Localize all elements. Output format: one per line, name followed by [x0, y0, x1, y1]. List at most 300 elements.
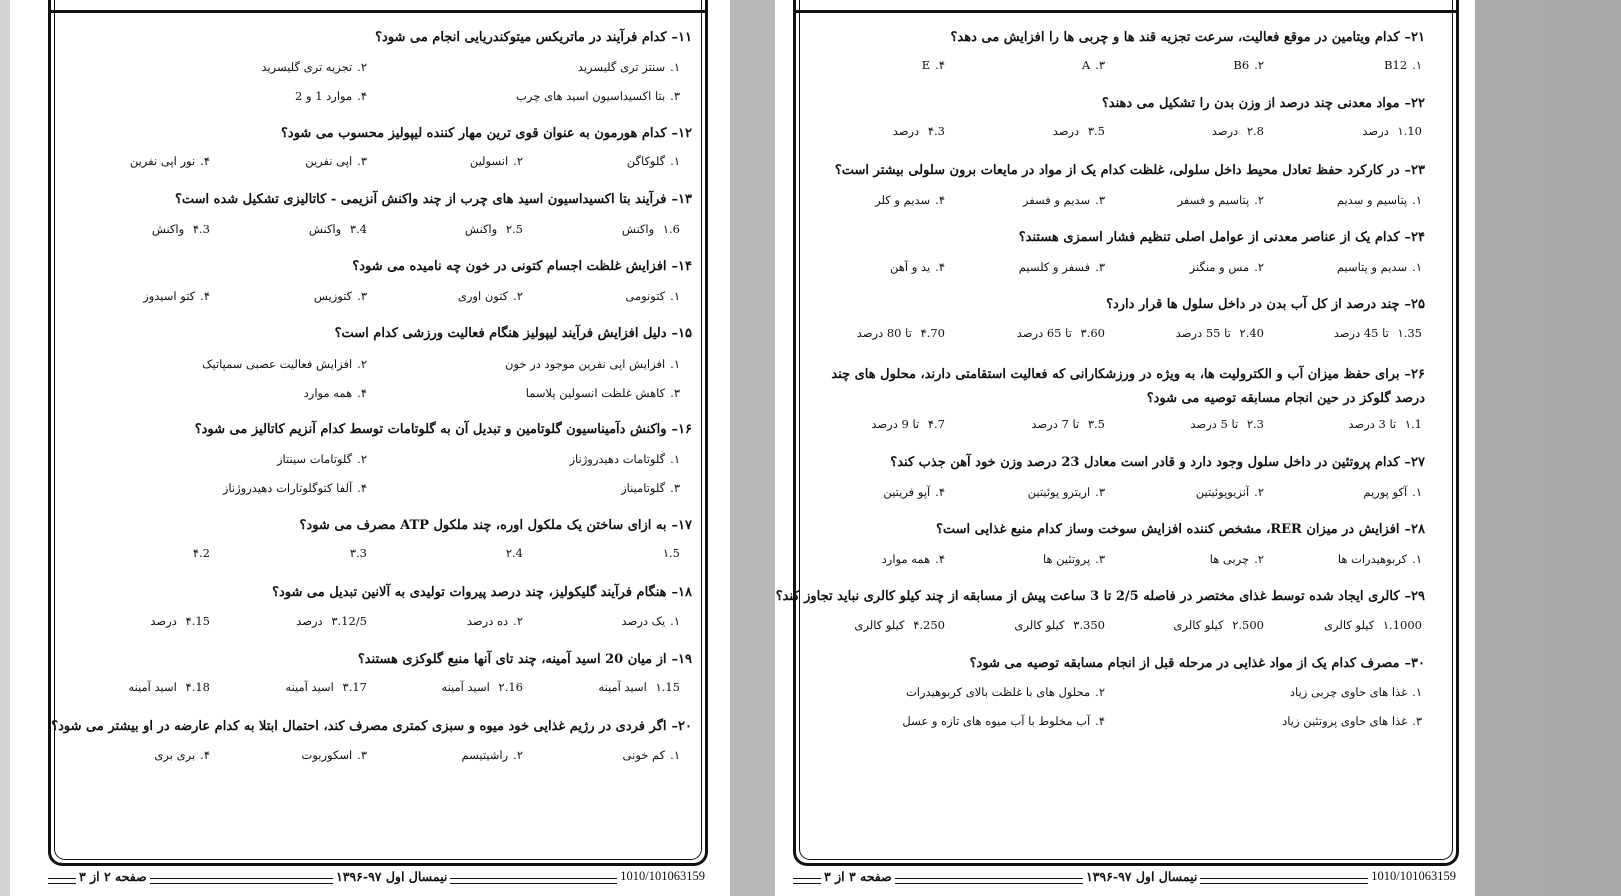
question-8 — [936, 522, 1425, 537]
option-number: ۴. — [192, 546, 203, 560]
question-number: ۲۲– — [1404, 96, 1425, 111]
answer-option[interactable] — [922, 58, 945, 72]
question-1 — [950, 30, 1425, 45]
answer-option[interactable] — [1290, 685, 1422, 699]
question-number: ۱۸– — [671, 585, 692, 600]
option-text: کتون اوری — [457, 289, 509, 303]
option-number: ۴. — [185, 614, 196, 628]
option-number: ۴. — [192, 222, 203, 236]
option-number: ۴. — [1095, 714, 1105, 728]
option-text: 7 تا 9 درصد — [871, 417, 945, 431]
option-text: کربوهیدرات ها — [1337, 552, 1408, 566]
option-number: ۴. — [935, 193, 945, 207]
answer-option[interactable] — [152, 222, 210, 236]
option-number: ۲. — [1254, 485, 1264, 499]
option-number: ۱. — [662, 546, 673, 560]
option-number: ۴. — [357, 89, 367, 103]
viewer-left-gutter — [0, 0, 10, 896]
question-text: واکنش دآمیناسیون گلوتامین و تبدیل آن به گلوتامات توسط کدام آنزیم کاتالیز می شود؟ — [194, 422, 667, 437]
question-number: ۱۵– — [671, 326, 692, 341]
question-3 — [175, 192, 692, 207]
option-text: 5 — [672, 546, 680, 560]
answer-option[interactable] — [501, 546, 523, 560]
question-9 — [358, 652, 692, 667]
option-number: ۴. — [935, 260, 945, 274]
answer-option[interactable] — [1210, 552, 1264, 566]
option-text: گلوکاگن — [626, 154, 666, 168]
option-number: ۱. — [1412, 260, 1422, 274]
option-text: آلفا کتوگلوتارات دهیدروژناز — [222, 481, 353, 495]
option-text: نور اپی نفرین — [129, 154, 196, 168]
page-number: صفحه ۳ از ۳ — [821, 869, 895, 884]
question-5 — [1106, 297, 1425, 312]
option-text: گلوتامات سینتاز — [276, 452, 353, 466]
answer-option[interactable] — [130, 154, 210, 168]
option-text: 3 تا 5 درصد — [1190, 417, 1264, 431]
answer-option[interactable] — [1348, 417, 1422, 431]
question-text: کالری ایجاد شده توسط غذای مختصر در فاصله 2/5 تا 3 ساعت پیش از مسابقه از چند کیلو کالری نباید تجاوز کند؟ — [775, 589, 1400, 604]
answer-option[interactable] — [1337, 193, 1422, 207]
option-number: ۳. — [342, 680, 353, 694]
question-text: چند درصد از کل آب بدن در داخل سلول ها قرار دارد؟ — [1106, 297, 1400, 312]
option-number: ۲. — [513, 154, 523, 168]
answer-option[interactable] — [314, 289, 367, 303]
option-text: بتا اکسیداسیون اسید های چرب — [516, 89, 666, 103]
option-text: افزایش فعالیت عصبی سمپاتیک — [202, 357, 353, 371]
answer-option[interactable] — [304, 386, 367, 400]
answer-option[interactable] — [188, 546, 210, 560]
answer-option[interactable] — [1324, 618, 1422, 632]
option-text: کتوزیس — [313, 289, 353, 303]
answer-option[interactable] — [143, 289, 210, 303]
option-text: B6 — [1233, 58, 1250, 72]
answer-option[interactable] — [261, 60, 367, 74]
option-number: ۴. — [913, 618, 924, 632]
option-number: ۱. — [655, 680, 666, 694]
option-text: سدیم و پتاسیم — [1336, 260, 1408, 274]
answer-option[interactable] — [621, 481, 680, 495]
answer-option[interactable] — [305, 154, 367, 168]
answer-option[interactable] — [893, 124, 945, 138]
answer-option[interactable] — [627, 154, 680, 168]
answer-option[interactable] — [295, 89, 367, 103]
option-text: بری بری — [154, 748, 196, 762]
option-text: 10 درصد — [1362, 124, 1422, 138]
answer-option[interactable] — [1173, 618, 1264, 632]
term-label: نیمسال اول ۹۷-۱۳۹۶ — [1083, 869, 1200, 884]
answer-option[interactable] — [622, 614, 680, 628]
option-number: ۳. — [670, 386, 680, 400]
answer-option[interactable] — [154, 748, 210, 762]
question-number: ۱۶– — [671, 422, 692, 437]
answer-option[interactable] — [1017, 326, 1105, 340]
option-text: کتونومی — [625, 289, 666, 303]
option-number: ۲. — [1246, 417, 1257, 431]
option-number: ۲. — [357, 357, 367, 371]
question-6 — [815, 363, 1425, 411]
answer-option[interactable] — [1338, 552, 1422, 566]
option-text: 3 — [359, 546, 367, 560]
answer-option[interactable] — [622, 222, 680, 236]
option-number: ۴. — [935, 552, 945, 566]
option-number: ۳. — [1095, 552, 1105, 566]
option-number: ۴. — [357, 386, 367, 400]
option-text: سدیم و فسفر — [1022, 193, 1091, 207]
option-number: ۴. — [927, 124, 938, 138]
question-text: برای حفظ میزان آب و الکترولیت ها، به ویژه در ورزشکارانی که فعالیت استقامتی دارند، محلول های چند درصد گلوکز در حین انجام مسابقه توصیه می شود؟ — [831, 367, 1425, 406]
option-number: ۱. — [1382, 618, 1393, 632]
answer-option[interactable] — [1362, 124, 1422, 138]
answer-option[interactable] — [1082, 58, 1105, 72]
answer-option[interactable] — [902, 714, 1105, 728]
option-number: ۲. — [1254, 58, 1264, 72]
question-2 — [281, 126, 692, 141]
answer-option[interactable] — [1334, 326, 1422, 340]
option-number: ۱. — [670, 357, 680, 371]
option-number: ۱. — [1412, 685, 1422, 699]
question-number: ۲۴– — [1404, 230, 1425, 245]
option-number: ۲. — [513, 614, 523, 628]
option-number: ۳. — [1080, 326, 1091, 340]
option-number: ۱. — [1397, 124, 1408, 138]
question-number: ۲۷– — [1404, 455, 1425, 470]
option-number: ۲. — [1254, 552, 1264, 566]
option-number: ۲. — [357, 452, 367, 466]
question-2 — [1102, 96, 1425, 111]
option-text: پتاسیم و سدیم — [1336, 193, 1408, 207]
option-text: غذا های حاوی پروتئین زیاد — [1282, 714, 1408, 728]
question-number: ۱۳– — [671, 192, 692, 207]
option-text: 3 درصد — [892, 124, 945, 138]
answer-option[interactable] — [625, 289, 680, 303]
option-text: انسولین — [469, 154, 509, 168]
page-number: صفحه ۲ از ۳ — [76, 869, 150, 884]
answer-option[interactable] — [309, 222, 367, 236]
option-text: مس و منگنز — [1189, 260, 1250, 274]
answer-option[interactable] — [1384, 58, 1422, 72]
option-text: 5 واکنش — [464, 222, 523, 236]
answer-option[interactable] — [505, 357, 680, 371]
question-9 — [776, 589, 1425, 604]
answer-option[interactable] — [890, 260, 945, 274]
question-4 — [1019, 230, 1425, 245]
option-text: یک درصد — [621, 614, 666, 628]
question-text: دلیل افزایش فرآیند لیپولیز هنگام فعالیت ورزشی کدام است؟ — [334, 326, 667, 341]
question-number: ۲۸– — [1404, 522, 1425, 537]
question-number: ۲۵– — [1404, 297, 1425, 312]
option-number: ۳. — [1095, 193, 1105, 207]
answer-option[interactable] — [578, 60, 680, 74]
option-number: ۳. — [1095, 485, 1105, 499]
option-number: ۲. — [1254, 260, 1264, 274]
question-text: کدام هورمون به عنوان قوی ترین مهار کننده لیپولیز محسوب می شود؟ — [281, 126, 667, 141]
option-number: ۲. — [513, 289, 523, 303]
option-text: آپو فریتین — [883, 485, 931, 499]
answer-option[interactable] — [1337, 260, 1422, 274]
question-number: ۱۱– — [671, 30, 692, 45]
answer-option[interactable] — [1282, 714, 1422, 728]
option-text: سدیم و کلر — [875, 193, 931, 207]
question-text: هنگام فرآیند گلیکولیز، چند درصد پیروات تولیدی به آلانین تبدیل می شود؟ — [272, 585, 667, 600]
answer-option[interactable] — [1031, 417, 1105, 431]
option-text: 250 کیلو کالری — [854, 618, 945, 632]
question-7 — [300, 518, 692, 533]
question-text: کدام یک از عناصر معدنی از عوامل اصلی تنظیم فشار اسمزی هستند؟ — [1018, 230, 1400, 245]
answer-option[interactable] — [1014, 618, 1105, 632]
option-number: ۱. — [1412, 552, 1422, 566]
answer-option[interactable] — [857, 326, 945, 340]
answer-option[interactable] — [128, 680, 210, 694]
answer-option[interactable] — [598, 680, 680, 694]
answer-option[interactable] — [302, 748, 368, 762]
option-text: 3 واکنش — [151, 222, 210, 236]
course-code: 1010/101063159 — [1368, 869, 1459, 884]
answer-option[interactable] — [458, 289, 523, 303]
answer-option[interactable] — [854, 618, 945, 632]
option-text: راشیتیسم — [461, 748, 509, 762]
option-text: همه موارد — [303, 386, 353, 400]
question-text: کدام فرآیند در ماتریکس میتوکندریایی انجام می شود؟ — [375, 30, 667, 45]
answer-option[interactable] — [1023, 193, 1105, 207]
option-text: 350 کیلو کالری — [1014, 618, 1105, 632]
answer-option[interactable] — [1233, 58, 1264, 72]
option-text: 35 تا 45 درصد — [1333, 326, 1422, 340]
option-text: اسکوربوت — [301, 748, 353, 762]
option-text: کاهش غلظت انسولین پلاسما — [525, 386, 666, 400]
answer-option[interactable] — [526, 386, 680, 400]
page-footer — [793, 869, 1459, 889]
course-code: 1010/101063159 — [617, 869, 708, 884]
option-text: 70 تا 80 درصد — [856, 326, 945, 340]
option-text: 17 اسید آمینه — [285, 680, 367, 694]
answer-option[interactable] — [150, 614, 210, 628]
question-6 — [195, 422, 692, 437]
option-text: 15 درصد — [150, 614, 210, 628]
option-number: ۱. — [662, 222, 673, 236]
answer-option[interactable] — [461, 748, 523, 762]
answer-option[interactable] — [1190, 417, 1264, 431]
option-number: ۲. — [498, 680, 509, 694]
exam-page-2[interactable] — [10, 0, 730, 896]
option-number: ۴. — [357, 481, 367, 495]
option-number: ۱. — [1404, 417, 1415, 431]
question-3 — [835, 163, 1425, 178]
question-7 — [890, 455, 1425, 470]
answer-option[interactable] — [202, 357, 367, 371]
question-text: مواد معدنی چند درصد از وزن بدن را تشکیل می دهند؟ — [1101, 96, 1400, 111]
question-text: اگر فردی در رژیم غذایی خود میوه و سبزی کمتری مصرف کند، احتمال ابتلا به کدام عارضه در او بیشتر می شود؟ — [51, 719, 667, 734]
option-text: فسفر و کلسیم — [1018, 260, 1091, 274]
answer-option[interactable] — [465, 222, 523, 236]
option-number: ۳. — [1087, 124, 1098, 138]
option-number: ۳. — [1073, 618, 1084, 632]
option-text: محلول های با غلظت بالای کربوهیدرات — [905, 685, 1091, 699]
option-text: اریترو پوئیتین — [1027, 485, 1091, 499]
answer-option[interactable] — [285, 680, 367, 694]
option-number: ۲. — [505, 222, 516, 236]
option-text: 4 — [515, 546, 523, 560]
option-number: ۴. — [200, 289, 210, 303]
option-text: کم خونی — [622, 748, 666, 762]
answer-option[interactable] — [1363, 485, 1422, 499]
option-number: ۱. — [670, 289, 680, 303]
option-number: ۲. — [1232, 618, 1243, 632]
question-number: ۲۹– — [1404, 589, 1425, 604]
option-number: ۳. — [349, 546, 360, 560]
option-text: 5 تا 7 درصد — [1031, 417, 1105, 431]
question-number: ۱۹– — [671, 652, 692, 667]
option-text: آب مخلوط با آب میوه های تازه و عسل — [902, 714, 1091, 728]
viewer-right-gutter — [1545, 0, 1621, 896]
option-text: B12 — [1384, 58, 1408, 72]
option-number: ۱. — [1412, 193, 1422, 207]
question-number: ۲۶– — [1404, 367, 1425, 382]
option-number: ۱. — [1412, 485, 1422, 499]
answer-option[interactable] — [569, 452, 680, 466]
option-text: غذا های حاوی چربی زیاد — [1289, 685, 1408, 699]
answer-option[interactable] — [623, 748, 680, 762]
option-number: ۴. — [935, 58, 945, 72]
answer-option[interactable] — [906, 685, 1105, 699]
option-text: موارد 1 و 2 — [294, 89, 353, 103]
option-text: 18 اسید آمینه — [128, 680, 210, 694]
option-text: 500 کیلو کالری — [1173, 618, 1264, 632]
option-text: 15 اسید آمینه — [598, 680, 680, 694]
option-text: آکو پوریم — [1363, 485, 1408, 499]
answer-option[interactable] — [1019, 260, 1105, 274]
option-number: ۱. — [670, 614, 680, 628]
option-text: چربی ها — [1209, 552, 1250, 566]
question-number: ۳۰– — [1404, 656, 1425, 671]
question-text: در کارکرد حفظ تعادل محیط داخل سلولی، غلظت کدام یک از مواد در مایعات برون سلولی بیشتر است؟ — [834, 163, 1400, 178]
question-10 — [51, 719, 692, 734]
option-text: 40 تا 55 درصد — [1175, 326, 1264, 340]
answer-option[interactable] — [658, 546, 680, 560]
option-number: ۲. — [1239, 326, 1250, 340]
option-text: کتو اسیدوز — [143, 289, 196, 303]
answer-option[interactable] — [875, 193, 945, 207]
question-8 — [272, 585, 692, 600]
option-number: ۳. — [357, 748, 367, 762]
option-text: آنزیوپوئیتین — [1195, 485, 1250, 499]
option-text: 6 واکنش — [621, 222, 680, 236]
question-number: ۱۷– — [671, 518, 692, 533]
option-text: همه موارد — [881, 552, 931, 566]
option-text: 4 واکنش — [308, 222, 367, 236]
option-number: ۴. — [920, 326, 931, 340]
question-text: افزایش غلظت اجسام کتونی در خون چه نامیده می شود؟ — [352, 259, 667, 274]
answer-option[interactable] — [223, 481, 367, 495]
option-text: 16 اسید آمینه — [441, 680, 523, 694]
option-text: اپی نفرین — [305, 154, 353, 168]
question-number: ۱۴– — [671, 259, 692, 274]
option-text: E — [921, 58, 931, 72]
option-number: ۳. — [357, 289, 367, 303]
answer-option[interactable] — [516, 89, 680, 103]
answer-option[interactable] — [296, 614, 367, 628]
option-number: ۱. — [670, 60, 680, 74]
answer-option[interactable] — [1176, 326, 1264, 340]
question-text: مصرف کدام یک از مواد غذایی در مرحله قبل از انجام مسابقه توصیه می شود؟ — [969, 656, 1400, 671]
question-text: کدام ویتامین در موقع فعالیت، سرعت تجزیه قند ها و چربی ها را افزایش می دهد؟ — [950, 30, 1400, 45]
option-text: 1000 کیلو کالری — [1324, 618, 1422, 632]
option-number: ۱. — [670, 154, 680, 168]
answer-option[interactable] — [1212, 124, 1264, 138]
option-text: 1 تا 3 درصد — [1348, 417, 1422, 431]
answer-option[interactable] — [1196, 485, 1264, 499]
option-number: ۳. — [1412, 714, 1422, 728]
option-number: ۲. — [1246, 124, 1257, 138]
exam-page-3[interactable] — [775, 0, 1475, 896]
option-text: 5 درصد — [1052, 124, 1105, 138]
question-number: ۱۲– — [671, 126, 692, 141]
option-number: ۴. — [200, 154, 210, 168]
question-1 — [375, 30, 692, 45]
viewer-page-gap — [730, 0, 775, 896]
answer-option[interactable] — [883, 485, 945, 499]
answer-option[interactable] — [1190, 260, 1264, 274]
option-number: ۱. — [670, 452, 680, 466]
option-text: پتاسیم و فسفر — [1177, 193, 1250, 207]
term-label: نیمسال اول ۹۷-۱۳۹۶ — [333, 869, 450, 884]
page-footer — [48, 869, 708, 889]
option-number: ۲. — [505, 546, 516, 560]
option-text: 60 تا 65 درصد — [1016, 326, 1105, 340]
question-number: ۲۰– — [671, 719, 692, 734]
option-number: ۱. — [670, 748, 680, 762]
option-number: ۳. — [349, 222, 360, 236]
answer-option[interactable] — [470, 154, 523, 168]
answer-option[interactable] — [1053, 124, 1105, 138]
answer-option[interactable] — [1177, 193, 1264, 207]
answer-option[interactable] — [277, 452, 367, 466]
question-text: فرآیند بتا اکسیداسیون اسید های چرب از چند واکنش آنزیمی - کاتالیزی تشکیل شده است؟ — [174, 192, 667, 207]
option-number: ۴. — [927, 417, 938, 431]
option-text: گلوتامیناز — [621, 481, 666, 495]
answer-option[interactable] — [467, 614, 523, 628]
answer-option[interactable] — [871, 417, 945, 431]
option-number: ۱. — [1397, 326, 1408, 340]
question-number: ۲۳– — [1404, 163, 1425, 178]
option-number: ۳. — [1087, 417, 1098, 431]
option-number: ۲. — [357, 60, 367, 74]
option-text: ید و آهن — [890, 260, 931, 274]
answer-option[interactable] — [441, 680, 523, 694]
option-number: ۳. — [670, 481, 680, 495]
option-text: تجزیه تری گلیسرید — [261, 60, 353, 74]
question-4 — [352, 259, 692, 274]
option-number: ۲. — [1254, 193, 1264, 207]
option-number: ۱. — [1412, 58, 1422, 72]
option-number: ۳. — [1095, 58, 1105, 72]
option-number: ۴. — [185, 680, 196, 694]
option-number: ۳. — [670, 89, 680, 103]
answer-option[interactable] — [1043, 552, 1105, 566]
question-text: کدام پروتئین در داخل سلول وجود دارد و قادر است معادل 23 درصد وزن خود آهن جذب کند؟ — [890, 455, 1400, 470]
option-text: 2 — [202, 546, 210, 560]
question-5 — [335, 326, 692, 341]
option-number: ۲. — [513, 748, 523, 762]
option-text: افزایش اپی نفرین موجود در خون — [505, 357, 666, 371]
question-10 — [970, 656, 1425, 671]
question-number: ۲۱– — [1404, 30, 1425, 45]
answer-option[interactable] — [882, 552, 945, 566]
answer-option[interactable] — [1028, 485, 1105, 499]
option-number: ۴. — [200, 748, 210, 762]
option-number: ۳. — [331, 614, 342, 628]
option-text: گلوتامات دهیدروژناز — [569, 452, 666, 466]
answer-option[interactable] — [345, 546, 367, 560]
